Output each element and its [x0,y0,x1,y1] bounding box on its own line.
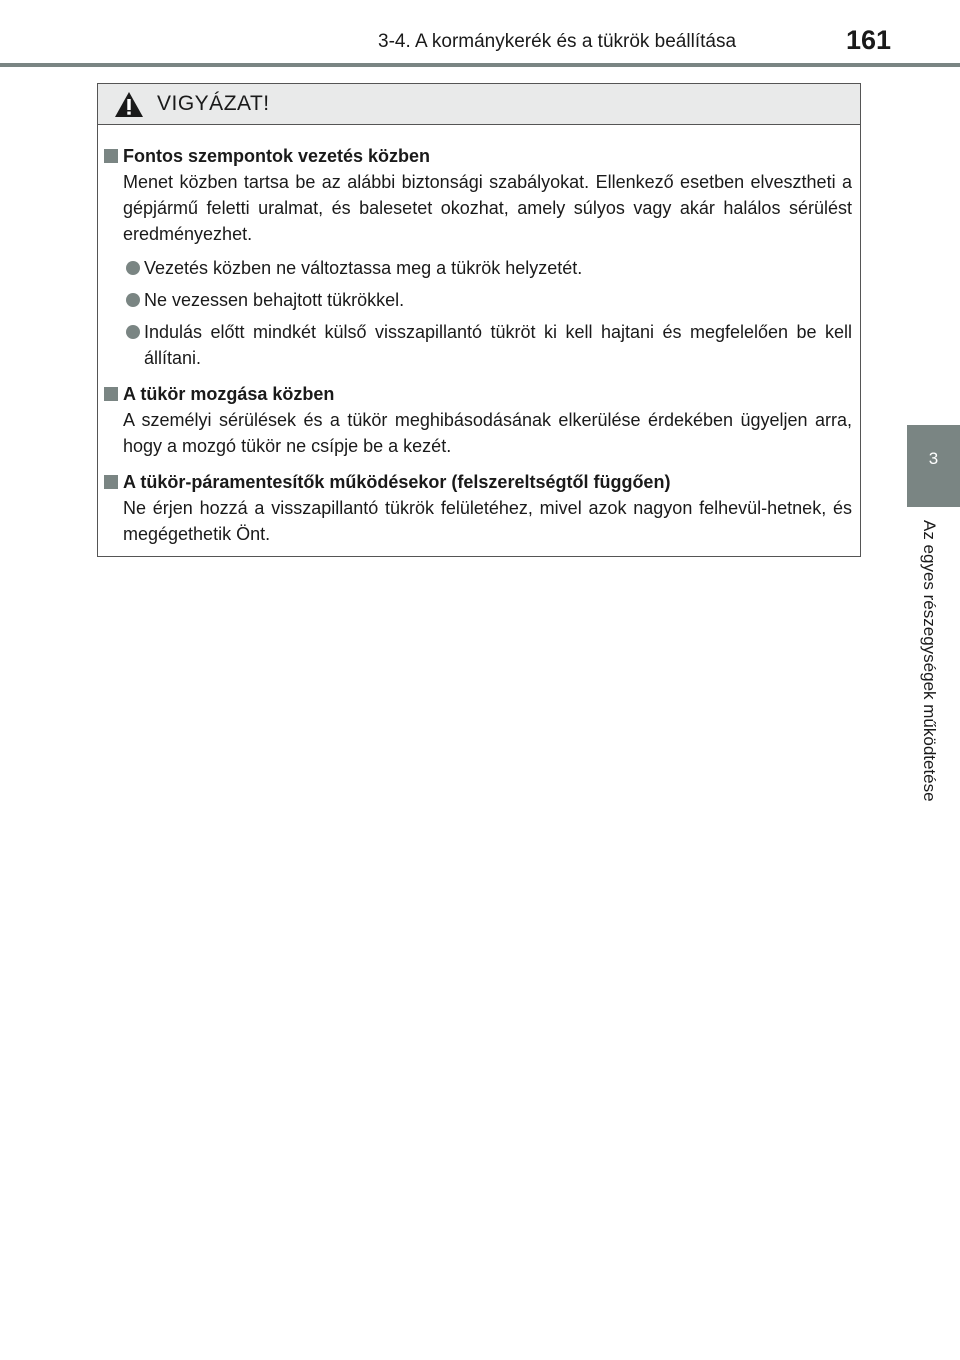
warning-section-defogger [104,469,852,547]
list-item [104,287,852,313]
warning-section-driving [104,143,852,371]
list-item-text: Indulás előtt mindkét külső visszapillantó tükröt ki kell hajtani és megfelelően be kell állítani. [144,322,852,368]
square-bullet-icon [104,149,118,163]
warning-title: VIGYÁZAT! [157,92,270,115]
list-item-text: Vezetés közben ne változtassa meg a tükrök helyzetét. [144,258,583,278]
list-item [104,319,852,371]
round-bullet-icon [126,293,140,307]
square-bullet-icon [104,475,118,489]
chapter-tab [907,425,960,507]
warning-triangle-icon [114,91,144,118]
section-text: A személyi sérülések és a tükör meghibásodásának elkerülése érdekében ügyeljen arra, hogy a mozgó tükör ne csípje be a kezét. [123,410,852,456]
warning-section-mirror-moving [104,381,852,459]
page-number: 161 [846,25,892,55]
section-heading [104,381,852,407]
chapter-tab-label: Az egyes részegységek működtetése [920,520,939,802]
warning-body [98,125,860,547]
section-heading [104,469,852,495]
header-title: 3-4. A kormánykerék és a tükrök beállítása [378,31,737,52]
round-bullet-icon [126,261,140,275]
section-text: Ne érjen hozzá a visszapillantó tükrök felületéhez, mivel azok nagyon felhevül-hetnek, és megégethetik Önt. [123,498,852,544]
round-bullet-icon [126,325,140,339]
list-item-text: Ne vezessen behajtott tükrökkel. [144,290,405,310]
section-heading-text: A tükör-páramentesítők működésekor (felszereltségtől függően) [123,472,671,492]
header-divider [0,63,960,67]
section-heading [104,143,852,169]
warning-box [97,83,861,557]
section-heading-text: A tükör mozgása közben [123,384,335,404]
section-heading-text: Fontos szempontok vezetés közben [123,146,431,166]
section-text: Menet közben tartsa be az alábbi biztonsági szabályokat. Ellenkező esetben elvesztheti a gépjármű feletti uralmat, és balesetet okozhat, amely súlyos vagy akár halálos sérülést eredményezhet. [123,172,852,244]
warning-header [98,84,860,125]
square-bullet-icon [104,387,118,401]
list-item [104,255,852,281]
chapter-tab-number: 3 [928,449,939,468]
